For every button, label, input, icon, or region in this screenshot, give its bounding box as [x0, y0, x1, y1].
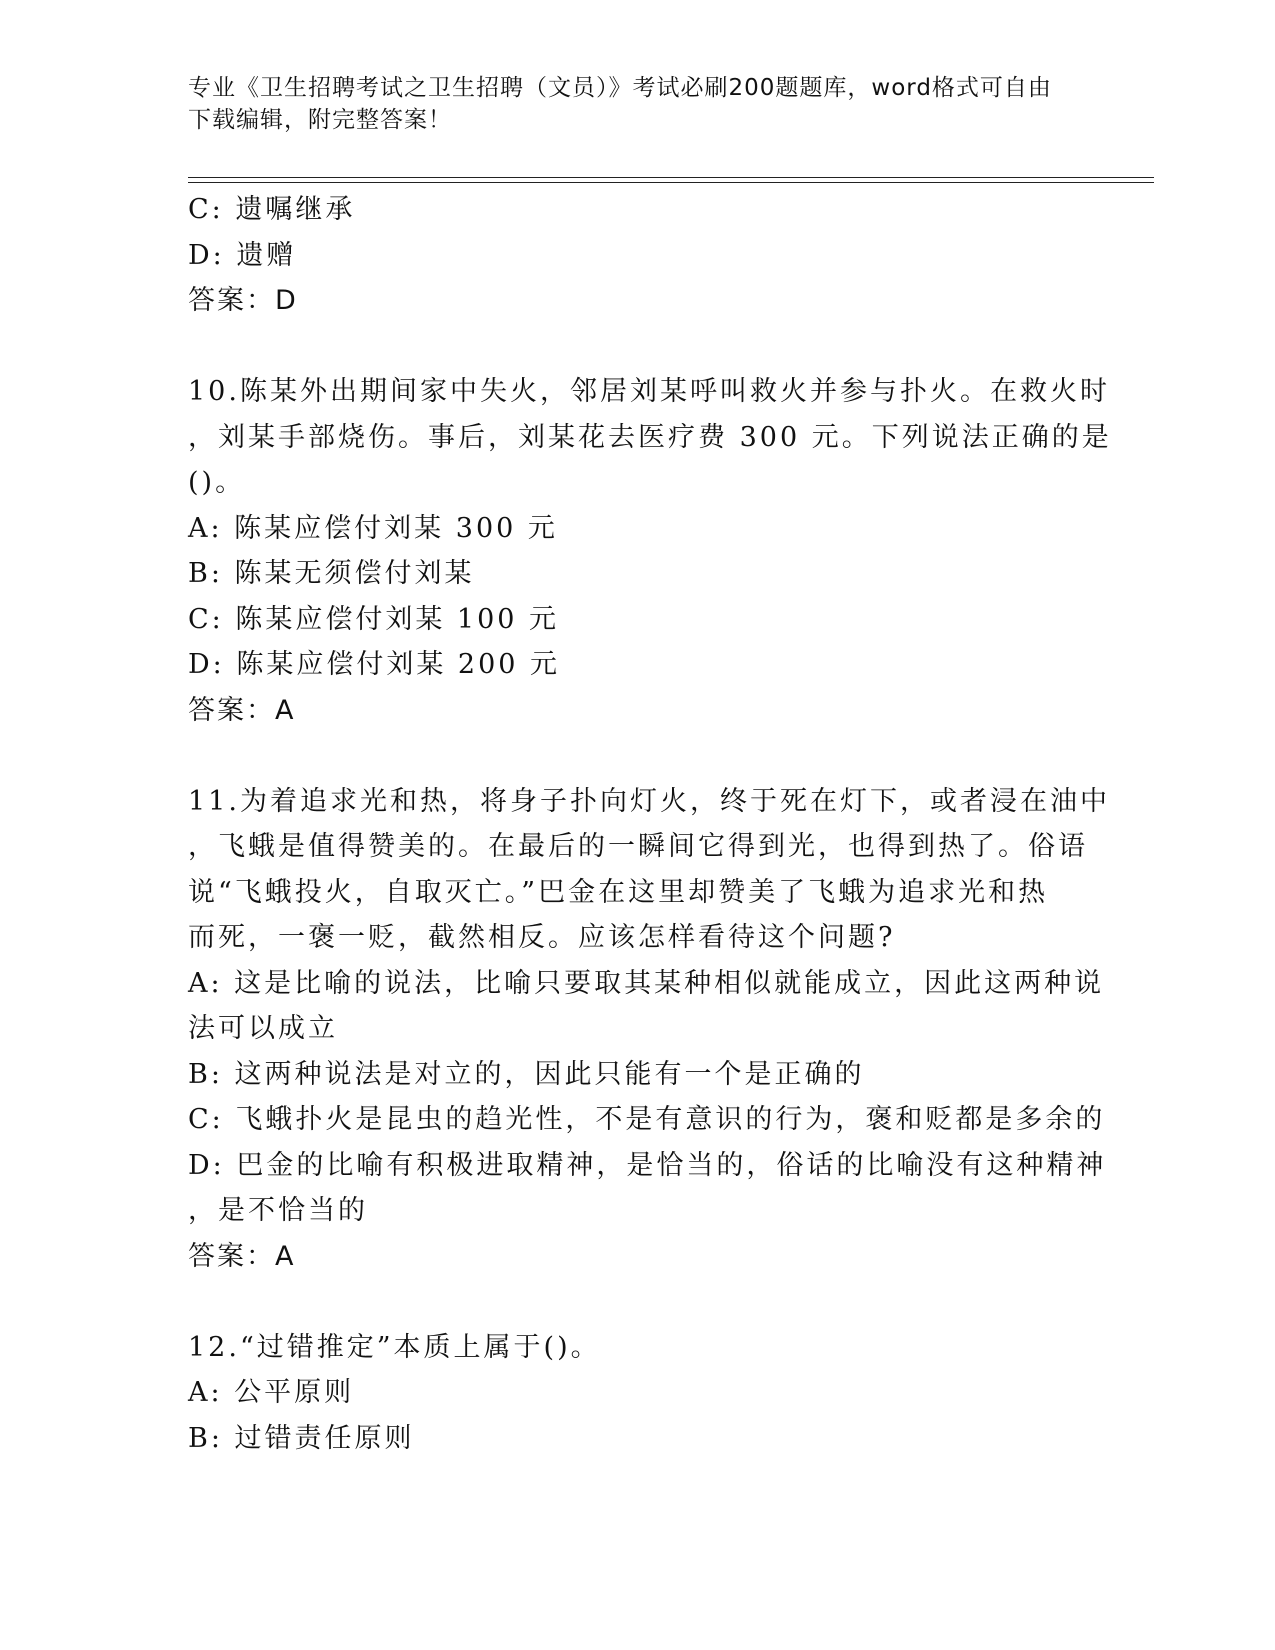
header-rule-top	[188, 177, 1154, 178]
q11-option-d-cont: ，是不恰当的	[188, 1195, 368, 1226]
q11-option-c: C: 飞蛾扑火是昆虫的趋光性，不是有意识的行为，褒和贬都是多余的	[188, 1104, 1106, 1135]
q11-option-d: D: 巴金的比喻有积极进取精神，是恰当的，俗话的比喻没有这种精神	[188, 1149, 1107, 1181]
spacer	[188, 324, 1088, 370]
q11-option-a-cont: 法可以成立	[188, 1013, 338, 1044]
q10-option-c: C: 陈某应偿付刘某 100 元	[188, 603, 560, 635]
q12-option-b: B: 过错责任原则	[188, 1422, 415, 1454]
question-content	[188, 187, 1112, 1461]
spacer	[188, 733, 1088, 779]
q10-stem-line: 10.陈某外出期间家中失火，邻居刘某呼叫救火并参与扑火。在救火时	[188, 376, 1110, 407]
q9-option-c: C: 遗嘱继承	[188, 194, 356, 225]
q9-answer: 答案：D	[188, 285, 298, 316]
q11-answer: 答案：A	[188, 1240, 296, 1272]
q11-stem-line: 11.为着追求光和热，将身子扑向灯火，终于死在灯下，或者浸在油中	[188, 785, 1110, 817]
q11-stem-line: 而死，一褒一贬，截然相反。应该怎样看待这个问题?	[188, 922, 896, 953]
q11-stem-line: 说“飞蛾投火，自取灭亡。”巴金在这里却赞美了飞蛾为追求光和热	[188, 876, 1049, 908]
q10-option-a: A: 陈某应偿付刘某 300 元	[188, 512, 558, 544]
q12-stem-line: 12.“过错推定”本质上属于()。	[188, 1331, 601, 1363]
header-rule-bottom	[188, 182, 1154, 183]
q11-option-a: A: 这是比喻的说法，比喻只要取其某种相似就能成立，因此这两种说	[188, 967, 1105, 999]
q10-answer: 答案：A	[188, 694, 296, 726]
q10-stem-line: ()。	[188, 467, 246, 498]
q11-option-b: B: 这两种说法是对立的，因此只能有一个是正确的	[188, 1058, 865, 1090]
q9-option-d: D: 遗赠	[188, 239, 297, 271]
q11-stem-line: ，飞蛾是值得赞美的。在最后的一瞬间它得到光，也得到热了。俗语	[188, 831, 1088, 862]
spacer	[188, 1279, 1088, 1325]
q10-option-b: B: 陈某无须偿付刘某	[188, 558, 475, 589]
q10-option-d: D: 陈某应偿付刘某 200 元	[188, 649, 561, 680]
q10-stem-line: ，刘某手部烧伤。事后，刘某花去医疗费 300 元。下列说法正确的是	[188, 421, 1112, 453]
q12-option-a: A: 公平原则	[188, 1377, 355, 1408]
page-header: 专业《卫生招聘考试之卫生招聘（文员）》考试必刷200题题库，word格式可自由下载编辑，附完整答案！	[188, 75, 1052, 133]
